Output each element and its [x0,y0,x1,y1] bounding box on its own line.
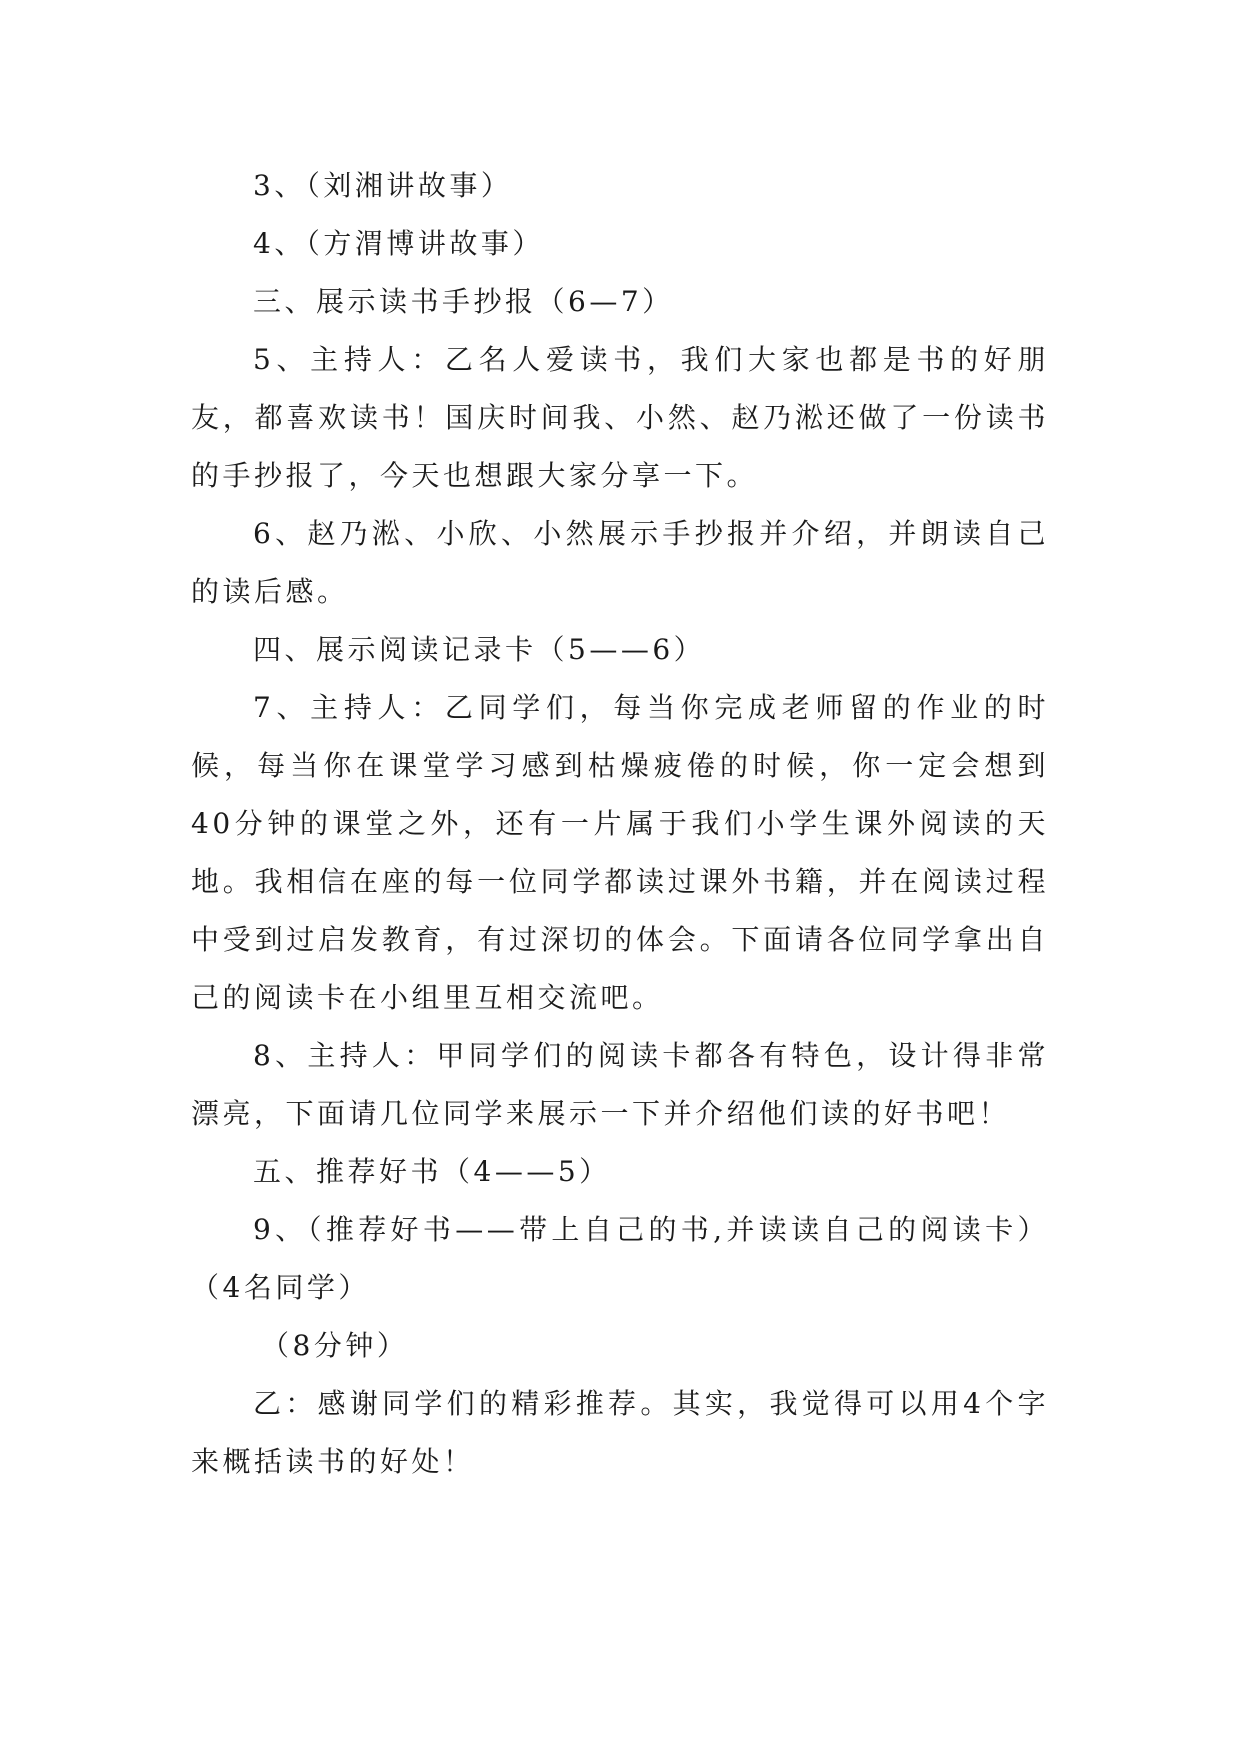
paragraph-item-6: 6、赵乃淞、小欣、小然展示手抄报并介绍，并朗读自己的读后感。 [191,517,1049,608]
section-heading-5: 五、推荐好书（4——5） [253,1155,611,1188]
paragraph-item-9: 9、（推荐好书——带上自己的书,并读读自己的阅读卡）（4名同学） [191,1213,1049,1304]
duration-note: （8分钟） [261,1329,409,1362]
closing-paragraph: 乙：感谢同学们的精彩推荐。其实，我觉得可以用4个字来概括读书的好处！ [191,1387,1049,1478]
section-heading-4: 四、展示阅读记录卡（5——6） [253,633,706,666]
paragraph-item-7: 7、主持人：乙同学们，每当你完成老师留的作业的时候，每当你在课堂学习感到枯燥疲倦的时候，你一定会想到40分钟的课堂之外，还有一片属于我们小学生课外阅读的天地。我相信在座的每一位同学都读过课外书籍，并在阅读过程中受到过启发教育，有过深切的体会。下面请各位同学拿出自己的阅读卡在小组里互相交流吧。 [191,691,1049,1014]
document-body [191,157,1049,1491]
paragraph-item-4: 4、（方渭博讲故事） [253,227,544,260]
paragraph-item-8: 8、主持人：甲同学们的阅读卡都各有特色，设计得非常漂亮，下面请几位同学来展示一下并介绍他们读的好书吧！ [191,1039,1049,1130]
paragraph-item-3: 3、（刘湘讲故事） [253,169,513,202]
section-heading-3: 三、展示读书手抄报（6—7） [253,285,674,318]
paragraph-item-5: 5、主持人：乙名人爱读书，我们大家也都是书的好朋友，都喜欢读书！国庆时间我、小然、赵乃淞还做了一份读书的手抄报了，今天也想跟大家分享一下。 [191,343,1049,492]
